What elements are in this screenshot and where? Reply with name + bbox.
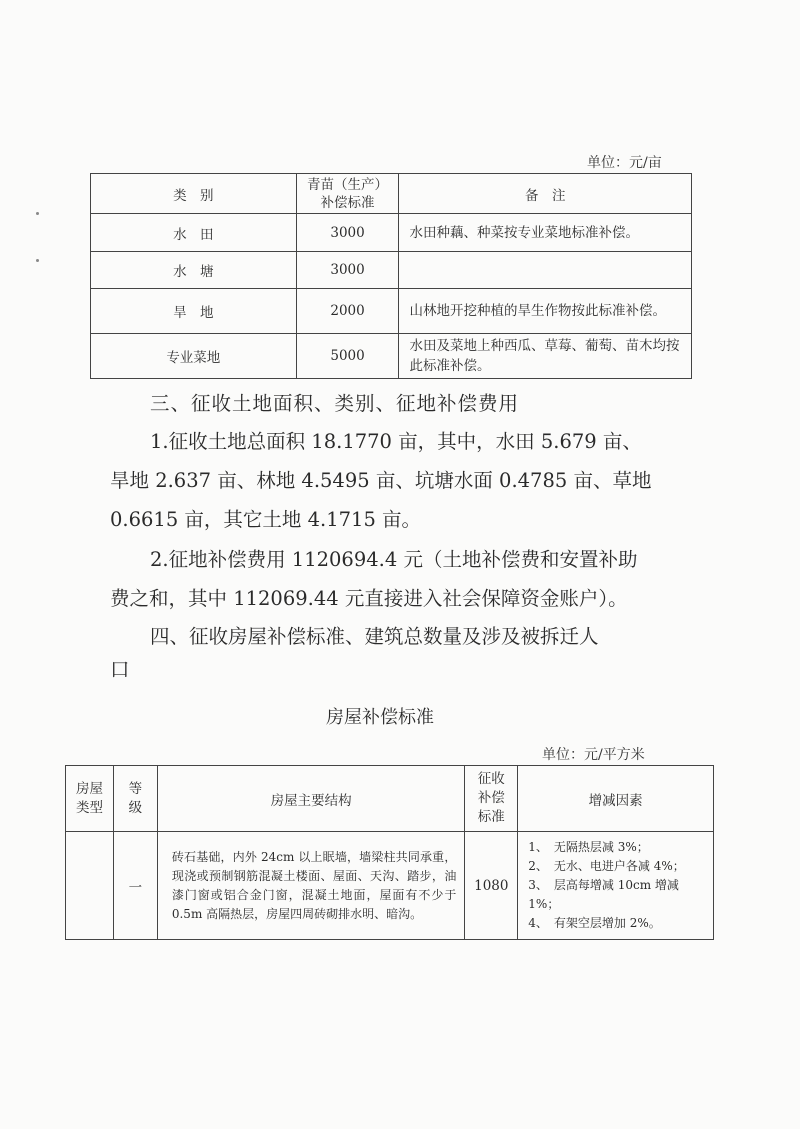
row-note: 水田种藕、种菜按专业菜地标准补偿。: [399, 214, 692, 252]
table-row: [91, 252, 692, 289]
paragraph-line: 0.6615 亩，其它土地 4.1715 亩。: [110, 508, 422, 531]
header-note: 备 注: [399, 174, 692, 214]
table-row: [91, 214, 692, 252]
row-type: [66, 832, 114, 940]
header-structure: 房屋主要结构: [157, 766, 464, 832]
header-standard-line2: 补偿标准: [320, 194, 375, 211]
header-grade: [113, 766, 157, 832]
table-header-row: [91, 174, 692, 214]
section3-heading: 三、征收土地面积、类别、征地补偿费用: [150, 392, 520, 415]
paragraph-line: 费之和，其中 112069.44 元直接进入社会保障资金账户）。: [110, 587, 628, 610]
section3-paragraph1: [110, 422, 651, 539]
header-standard: [465, 766, 518, 832]
paragraph-line: 1.征收土地总面积 18.1770 亩，其中，水田 5.679 亩、: [150, 430, 642, 453]
header-standard-line2: 补偿: [477, 790, 505, 806]
row-note: [399, 252, 692, 289]
table2-title: 房屋补偿标准: [326, 707, 434, 728]
header-standard: [296, 174, 399, 214]
heading-line: 口: [110, 658, 130, 681]
row-standard: 3000: [296, 252, 399, 289]
section4-heading: [110, 617, 599, 689]
factor-item: 2、 无水、电进户各减 4%；: [528, 859, 685, 873]
row-category: 专业菜地: [91, 334, 297, 379]
row-standard: 1080: [465, 832, 518, 940]
row-standard: 2000: [296, 289, 399, 334]
header-type: [66, 766, 114, 832]
row-factors: [518, 832, 714, 940]
header-category: 类 别: [91, 174, 297, 214]
row-category: 旱 地: [91, 289, 297, 334]
section3-paragraph2: [110, 540, 637, 618]
heading-line: 四、征收房屋补偿标准、建筑总数量及涉及被拆迁人: [150, 625, 599, 648]
housing-compensation-table: [65, 765, 714, 940]
table-row: [66, 832, 714, 940]
header-factors: 增减因素: [518, 766, 714, 832]
table-header-row: [66, 766, 714, 832]
scan-mark: [36, 259, 39, 262]
row-standard: 3000: [296, 214, 399, 252]
row-standard: 5000: [296, 334, 399, 379]
header-type-line1: 房屋: [75, 780, 103, 797]
row-note: 山林地开挖种植的旱生作物按此标准补偿。: [399, 289, 692, 334]
header-type-line2: 类型: [75, 799, 103, 816]
crop-compensation-table: [90, 173, 692, 379]
scan-mark: [36, 212, 39, 215]
factor-item: 1、 无隔热层减 3%；: [528, 840, 649, 854]
paragraph-line: 2.征地补偿费用 1120694.4 元（土地补偿费和安置补助: [150, 548, 638, 571]
row-structure: 砖石基础，内外 24cm 以上眠墙，墙梁柱共同承重，现浇或预制钢筋混凝土楼面、屋面、天沟、踏步，油漆门窗或铝合金门窗，混凝土地面，屋面有不少于 0.5m 高隔热层，房屋四周砖砌排水明、暗沟。: [157, 832, 464, 940]
row-grade: 一: [113, 832, 157, 940]
table-row: [91, 289, 692, 334]
factor-item: 3、 层高每增减 10cm 增减 1%；: [528, 878, 679, 911]
table-row: [91, 334, 692, 379]
row-category: 水 田: [91, 214, 297, 252]
table2-unit: 单位：元/平方米: [542, 747, 645, 763]
row-category: 水 塘: [91, 252, 297, 289]
header-grade-line1: 等: [128, 780, 143, 797]
header-grade-line2: 级: [128, 799, 143, 816]
header-standard-line3: 标准: [477, 809, 505, 825]
table1-unit: 单位：元/亩: [587, 155, 662, 171]
header-standard-line1: 征收: [477, 771, 505, 787]
row-note: 水田及菜地上种西瓜、草莓、葡萄、苗木均按此标准补偿。: [399, 334, 692, 379]
factor-item: 4、 有架空层增加 2%。: [528, 916, 661, 930]
paragraph-line: 旱地 2.637 亩、林地 4.5495 亩、坑塘水面 0.4785 亩、草地: [110, 469, 652, 492]
header-standard-line1: 青苗（生产）: [307, 176, 389, 193]
